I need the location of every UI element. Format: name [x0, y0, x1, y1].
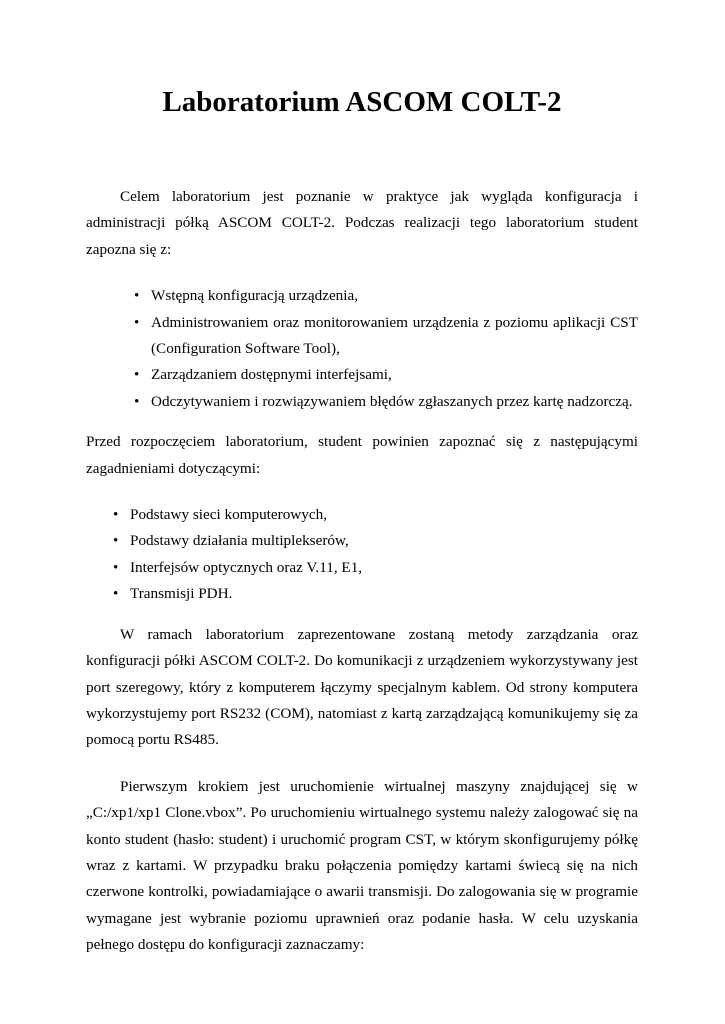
list-item: • Interfejsów optycznych oraz V.11, E1,	[130, 555, 638, 581]
prerequisites-paragraph: Przed rozpoczęciem laboratorium, student powinien zapoznać się z następującymi zagadnieniami dotyczącymi:	[86, 433, 638, 477]
list-item: • Wstępną konfiguracją urządzenia,	[151, 283, 638, 309]
list-item: • Podstawy działania multiplekserów,	[130, 528, 638, 554]
methods-paragraph: W ramach laboratorium zaprezentowane zostaną metody zarządzania oraz konfiguracji półki ASCOM COLT-2. Do komunikacji z urządzeniem wykorzystywany jest port szeregowy, który z komputerem łączymy specjalnym kablem. Od strony komputera wykorzystujemy port RS232 (COM), natomiast z kartą zarządzającą komunikujemy się za pomocą portu RS485.	[86, 625, 638, 749]
intro-paragraph: Celem laboratorium jest poznanie w praktyce jak wygląda konfiguracja i administracji półką ASCOM COLT-2. Podczas realizacji tego laboratorium student zapozna się z:	[86, 188, 638, 258]
list-item: • Odczytywaniem i rozwiązywaniem błędów zgłaszanych przez kartę nadzorczą.	[151, 389, 638, 415]
skills-list	[151, 283, 638, 415]
list-item: • Zarządzaniem dostępnymi interfejsami,	[151, 362, 638, 388]
document-body	[86, 184, 638, 959]
prerequisites-list	[130, 502, 638, 608]
first-step-paragraph: Pierwszym krokiem jest uruchomienie wirtualnej maszyny znajdującej się w „C:/xp1/xp1 Clone.vbox”. Po uruchomieniu wirtualnego systemu należy zalogować się na konto student (hasło: student) i uruchomić program CST, w którym skonfigurujemy półkę wraz z kartami. W przypadku braku połączenia pomiędzy kartami świecą się na nich czerwone kontrolki, powiadamiające o awarii transmisji. Do zalogowania się w programie wymagane jest wybranie poziomu uprawnień oraz podanie hasła. W celu uzyskania pełnego dostępu do konfiguracji zaznaczamy:	[86, 777, 638, 954]
list-item: • Administrowaniem oraz monitorowaniem urządzenia z poziomu aplikacji CST (Configuration Software Tool),	[151, 310, 638, 363]
list-item: • Podstawy sieci komputerowych,	[130, 502, 638, 528]
list-item: • Transmisji PDH.	[130, 581, 638, 607]
document-title: Laboratorium ASCOM COLT-2	[162, 86, 562, 118]
